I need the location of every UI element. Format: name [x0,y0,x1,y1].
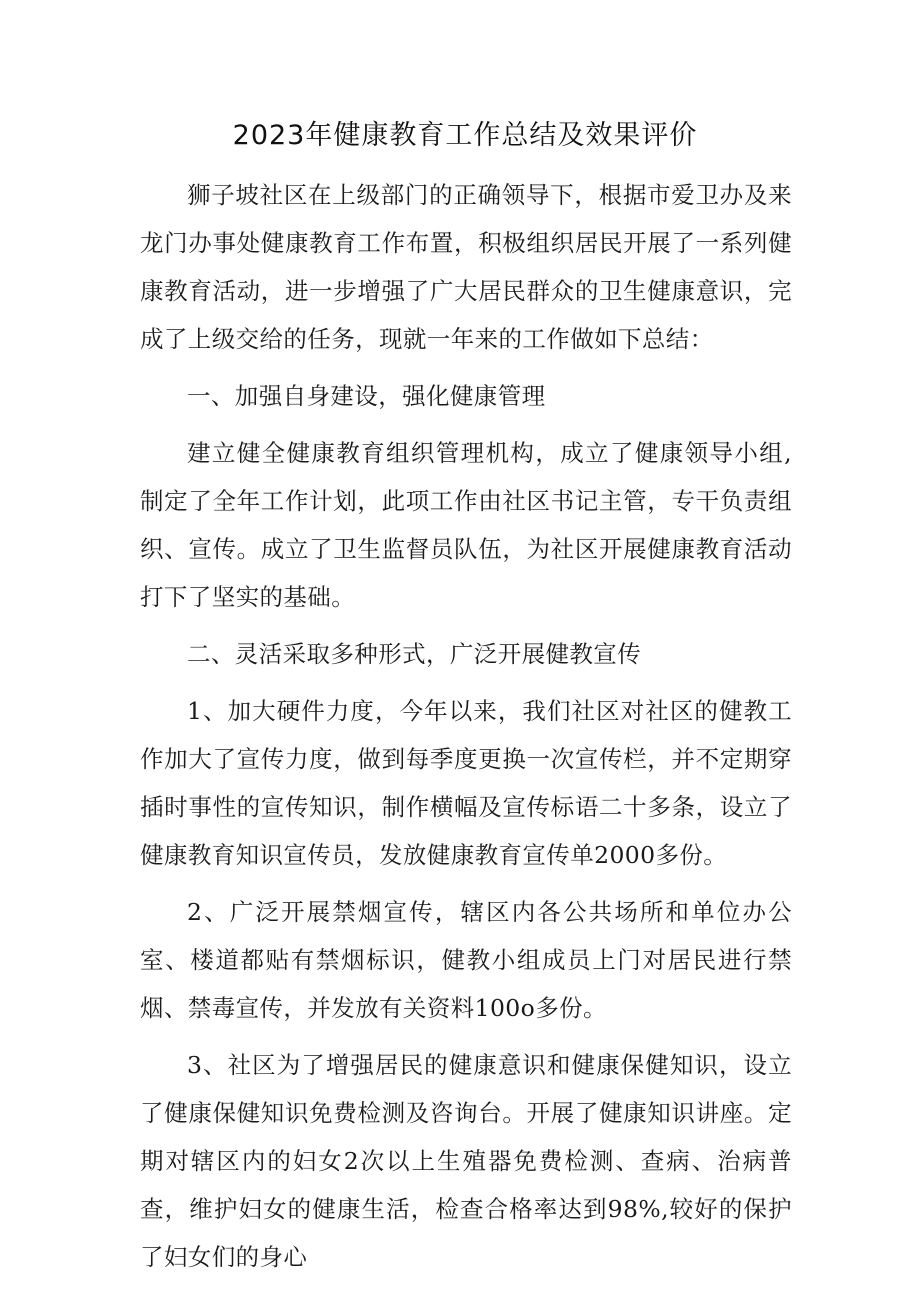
section-heading-2: 二、灵活采取多种形式，广泛开展健教宣传 [187,640,642,668]
document-body [140,171,792,1281]
section-heading-1: 一、加强自身建设，强化健康管理 [187,382,546,410]
item-paragraph-1: 1、加大硬件力度，今年以来，我们社区对社区的健教工作加大了宣传力度，做到每季度更换一次宣传栏，并不定期穿插时事性的宣传知识，制作横幅及宣传标语二十多条，设立了健康教育知识宣传员，发放健康教育宣传单2000多份。 [140,697,792,869]
intro-paragraph: 狮子坡社区在上级部门的正确领导下，根据市爱卫办及来龙门办事处健康教育工作布置，积极组织居民开展了一系列健康教育活动，进一步增强了广大居民群众的卫生健康意识，完成了上级交给的任务，现就一年来的工作做如下总结： [140,181,792,353]
item-paragraph-2: 2、广泛开展禁烟宣传，辖区内各公共场所和单位办公室、楼道都贴有禁烟标识，健教小组成员上门对居民进行禁烟、禁毒宣传，并发放有关资料100o多份。 [140,898,792,1022]
item-paragraph-3: 3、社区为了增强居民的健康意识和健康保健知识，设立了健康保健知识免费检测及咨询台。开展了健康知识讲座。定期对辖区内的妇女2次以上生殖器免费检测、查病、治病普查，维护妇女的健康生活，检查合格率达到98%,较好的保护了妇女们的身心 [140,1051,792,1271]
section-1-paragraph: 建立健全健康教育组织管理机构，成立了健康领导小组,制定了全年工作计划，此项工作由社区书记主管，专干负责组织、宣传。成立了卫生监督员队伍，为社区开展健康教育活动打下了坚实的基础。 [140,439,792,611]
document-title: 2023年健康教育工作总结及效果评价 [232,120,698,151]
